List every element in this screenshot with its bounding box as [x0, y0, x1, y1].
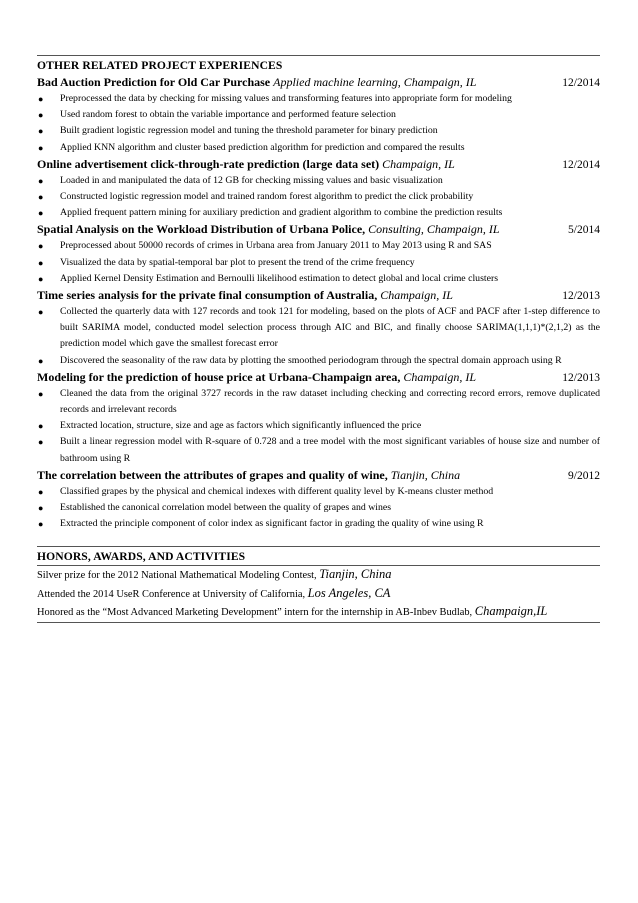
project-bullets [37, 91, 600, 156]
bullet-icon: ● [38, 142, 44, 153]
project-entry [37, 467, 600, 533]
bullet-icon: ● [38, 519, 44, 530]
bullet-item [37, 500, 600, 516]
honor-text: Silver prize for the 2012 National Mathematical Modeling Contest, [37, 570, 317, 582]
project-header [37, 287, 600, 304]
honor-item [37, 603, 600, 621]
bullet-text: Visualized the data by spatial-temporal bar plot to present the trend of the crime frequency [60, 256, 415, 268]
bullet-icon: ● [38, 388, 44, 399]
bullet-item [37, 91, 600, 107]
project-title: Bad Auction Prediction for Old Car Purchase [37, 75, 271, 89]
bullet-icon: ● [38, 307, 44, 318]
bullet-icon: ● [38, 192, 44, 203]
bullet-text: Built a linear regression model with R-square of 0.728 and a tree model with the most significant variables of house size and number of bathroom using R [60, 436, 600, 464]
honor-text: Honored as the “Most Advanced Marketing Development” intern for the internship in AB-Inbev Budlab, [37, 607, 473, 619]
resume-page [37, 55, 600, 623]
bullet-text: Cleaned the data from the original 3727 records in the raw dataset including checking and correcting record errors, remove duplicated records and irrelevant records [60, 387, 600, 416]
bullet-item [37, 173, 600, 189]
bullet-text: Constructed logistic regression model and trained random forest algorithm to predict the click probability [60, 191, 474, 203]
project-subtitle: Champaign, IL [380, 288, 453, 303]
honor-item [37, 566, 600, 584]
project-date: 5/2014 [568, 224, 600, 237]
bullet-text: Preprocessed about 50000 records of crimes in Urbana area from January 2011 to May 2013 using R and SAS [60, 240, 492, 252]
project-bullets [37, 304, 600, 369]
honor-item [37, 585, 600, 603]
project-entry [37, 156, 600, 222]
bullet-item [37, 353, 600, 369]
honors-list [37, 566, 600, 621]
bullet-text: Extracted location, structure, size and age as factors which significantly influenced the price [60, 420, 422, 432]
project-heading [37, 287, 453, 303]
bullet-icon: ● [38, 241, 44, 252]
section-title-honors: HONORS, AWARDS, AND ACTIVITIES [37, 550, 246, 564]
project-header [37, 467, 600, 484]
project-bullets [37, 386, 600, 467]
bullet-text: Established the canonical correlation model between the quality of grapes and wines [60, 502, 392, 514]
project-date: 12/2014 [562, 158, 600, 171]
bullet-item [37, 516, 600, 532]
bullet-icon: ● [38, 126, 44, 137]
bullet-item [37, 304, 600, 353]
bullet-text: Discovered the seasonality of the raw data by plotting the smoothed periodogram through the spectral domain approach using R [60, 354, 562, 366]
project-heading [37, 156, 455, 172]
project-entry [37, 74, 600, 156]
bullet-icon: ● [38, 421, 44, 432]
bullet-item [37, 255, 600, 271]
bullet-icon: ● [38, 208, 44, 219]
bullet-text: Preprocessed the data by checking for missing values and transforming features into appropriate form for modeling [60, 93, 512, 104]
section-title-projects: OTHER RELATED PROJECT EXPERIENCES [37, 59, 283, 72]
bullet-item [37, 434, 600, 466]
project-entry [37, 221, 600, 287]
bullet-text: Classified grapes by the physical and chemical indexes with different quality level by K-means cluster method [60, 485, 494, 497]
honors-section [37, 546, 600, 622]
bottom-divider [37, 622, 600, 623]
bullet-icon: ● [38, 257, 44, 268]
honor-location: Los Angeles, CA [307, 585, 391, 600]
bullet-text: Collected the quarterly data with 127 records and took 121 for modeling, based on the plots of ACF and PACF after 1-step difference to built SARIMA model, conducted model selection process through AIC and BIC, and finally choose SARIMA(1,1,1)*(2,1,2) as the prediction model which gave the smallest forecast error [60, 306, 600, 350]
project-entry [37, 369, 600, 467]
bullet-icon: ● [38, 273, 44, 284]
project-bullets [37, 173, 600, 222]
bullet-item [37, 484, 600, 500]
bullet-text: Loaded in and manipulated the data of 12 GB for checking missing values and basic visualization [60, 174, 443, 186]
project-bullets [37, 238, 600, 287]
bullet-text: Applied frequent pattern mining for auxiliary prediction and gradient algorithm to combine the prediction results [60, 207, 503, 219]
project-header [37, 369, 600, 386]
bullet-text: Applied KNN algorithm and cluster based prediction algorithm for prediction and compared the results [60, 141, 465, 153]
bullet-item [37, 238, 600, 254]
project-date: 12/2013 [562, 290, 600, 303]
honor-location: Champaign,IL [474, 604, 548, 619]
honor-text: Attended the 2014 UseR Conference at University of California, [37, 588, 306, 600]
project-subtitle: Champaign, IL [382, 156, 455, 171]
honor-location: Tianjin, China [319, 567, 392, 582]
project-header [37, 156, 600, 173]
bullet-icon: ● [38, 355, 44, 366]
bullet-item [37, 107, 600, 123]
project-date: 12/2014 [562, 77, 600, 89]
project-heading [37, 221, 500, 237]
project-header [37, 221, 600, 238]
bullet-text: Applied Kernel Density Estimation and Bernoulli likelihood estimation to detect global and local crime clusters [60, 272, 499, 284]
project-subtitle: Applied machine learning, Champaign, IL [273, 75, 477, 89]
bullet-item [37, 386, 600, 418]
project-title: Time series analysis for the private final consumption of Australia, [37, 288, 378, 303]
project-title: Spatial Analysis on the Workload Distribution of Urbana Police, [37, 222, 366, 237]
bullet-item [37, 418, 600, 434]
project-header [37, 74, 600, 91]
project-heading [37, 74, 476, 90]
bullet-item [37, 271, 600, 287]
project-date: 12/2013 [562, 371, 600, 384]
project-title: Modeling for the prediction of house price at Urbana-Champaign area, [37, 369, 401, 384]
bullet-icon: ● [38, 110, 44, 121]
bullet-icon: ● [38, 175, 44, 186]
bullet-icon: ● [38, 437, 44, 448]
bullet-text: Extracted the principle component of color index as significant factor in grading the quality of wine using R [60, 518, 484, 530]
project-heading [37, 467, 460, 483]
project-subtitle: Tianjin, China [390, 467, 461, 482]
bullet-icon: ● [38, 503, 44, 514]
projects-list [37, 74, 600, 532]
project-heading [37, 369, 476, 385]
project-title: Online advertisement click-through-rate prediction (large data set) [37, 156, 380, 171]
bullet-icon: ● [38, 486, 44, 497]
bullet-text: Built gradient logistic regression model and tuning the threshold parameter for binary prediction [60, 125, 438, 137]
bullet-item [37, 205, 600, 221]
project-title: The correlation between the attributes of grapes and quality of wine, [37, 467, 388, 482]
project-subtitle: Consulting, Champaign, IL [368, 222, 500, 237]
project-date: 9/2012 [568, 469, 600, 482]
bullet-icon: ● [38, 94, 44, 104]
bullet-text: Used random forest to obtain the variable importance and performed feature selection [60, 109, 396, 121]
project-subtitle: Champaign, IL [403, 369, 477, 384]
bullet-item [37, 189, 600, 205]
bullet-item [37, 123, 600, 139]
project-bullets [37, 484, 600, 533]
bullet-item [37, 140, 600, 156]
project-entry [37, 287, 600, 369]
